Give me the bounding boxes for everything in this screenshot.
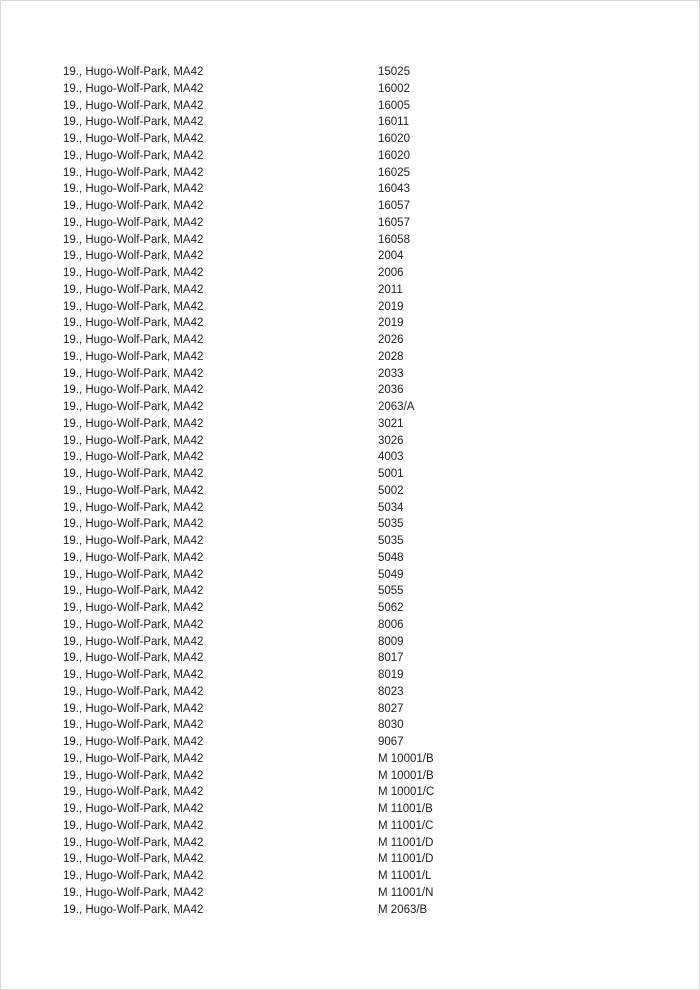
address-cell: 19., Hugo-Wolf-Park, MA42 [63,501,204,514]
list-item [63,98,689,115]
code-cell: 2011 [378,283,403,296]
list-item [63,315,689,332]
code-cell: 5035 [378,518,404,531]
code-cell: 8030 [378,719,404,732]
list-item [63,198,689,215]
address-cell: 19., Hugo-Wolf-Park, MA42 [63,317,204,330]
code-cell: 5001 [378,468,404,480]
address-cell: 19., Hugo-Wolf-Park, MA42 [63,652,204,665]
address-cell: 19., Hugo-Wolf-Park, MA42 [63,216,204,229]
address-cell: 19., Hugo-Wolf-Park, MA42 [63,350,204,363]
list-item [63,483,689,500]
list-item [63,885,689,902]
list-item [63,550,689,567]
address-cell: 19., Hugo-Wolf-Park, MA42 [63,769,204,782]
list-item [63,299,689,316]
code-cell: M 10001/B [378,769,434,782]
code-cell: 4003 [378,451,404,464]
code-cell: 16043 [378,183,410,196]
address-cell: 19., Hugo-Wolf-Park, MA42 [63,903,204,916]
address-cell: 19., Hugo-Wolf-Park, MA42 [63,618,204,631]
code-cell: M 11001/D [378,853,434,866]
code-cell: 5049 [378,568,404,581]
list-item [63,433,689,450]
address-cell: 19., Hugo-Wolf-Park, MA42 [63,736,204,748]
code-cell: M 11001/N [378,886,434,899]
code-cell: 3026 [378,434,404,447]
address-cell: 19., Hugo-Wolf-Park, MA42 [63,484,204,497]
address-cell: 19., Hugo-Wolf-Park, MA42 [63,702,204,715]
code-cell: 16002 [378,82,410,95]
list-item [63,114,689,131]
code-cell: 2063/A [378,401,415,413]
address-cell: 19., Hugo-Wolf-Park, MA42 [63,669,204,681]
list-item [63,667,689,684]
address-cell: 19., Hugo-Wolf-Park, MA42 [63,200,204,212]
record-list [63,64,689,918]
address-cell: 19., Hugo-Wolf-Park, MA42 [63,468,204,480]
address-cell: 19., Hugo-Wolf-Park, MA42 [63,367,204,380]
code-cell: 8027 [378,702,404,715]
list-item [63,282,689,299]
list-item [63,650,689,667]
address-cell: 19., Hugo-Wolf-Park, MA42 [63,535,204,547]
list-item [63,416,689,433]
address-cell: 19., Hugo-Wolf-Park, MA42 [63,267,204,279]
address-cell: 19., Hugo-Wolf-Park, MA42 [63,568,204,581]
list-item [63,701,689,718]
address-cell: 19., Hugo-Wolf-Park, MA42 [63,166,204,179]
address-cell: 19., Hugo-Wolf-Park, MA42 [63,451,204,464]
list-item [63,131,689,148]
code-cell: 5062 [378,602,404,614]
code-cell: 16005 [378,99,410,112]
list-item [63,684,689,701]
list-item [63,349,689,366]
code-cell: M 11001/D [378,836,434,849]
code-cell: 8023 [378,685,404,698]
code-cell: 3021 [378,417,404,430]
address-cell: 19., Hugo-Wolf-Park, MA42 [63,518,204,531]
code-cell: 5002 [378,484,404,497]
list-item [63,81,689,98]
address-cell: 19., Hugo-Wolf-Park, MA42 [63,886,204,899]
list-item [63,265,689,282]
address-cell: 19., Hugo-Wolf-Park, MA42 [63,752,204,765]
address-cell: 19., Hugo-Wolf-Park, MA42 [63,585,204,598]
code-cell: 9067 [378,736,404,748]
address-cell: 19., Hugo-Wolf-Park, MA42 [63,149,204,162]
list-item [63,232,689,249]
address-cell: 19., Hugo-Wolf-Park, MA42 [63,836,204,849]
code-cell: 2033 [378,367,404,380]
address-cell: 19., Hugo-Wolf-Park, MA42 [63,401,204,413]
code-cell: 8006 [378,618,404,631]
list-item [63,600,689,617]
list-item [63,332,689,349]
address-cell: 19., Hugo-Wolf-Park, MA42 [63,99,204,112]
address-cell: 19., Hugo-Wolf-Park, MA42 [63,853,204,866]
list-item [63,634,689,651]
list-item [63,868,689,885]
code-cell: 2028 [378,350,404,363]
address-cell: 19., Hugo-Wolf-Park, MA42 [63,384,204,397]
code-cell: M 10001/B [378,752,434,765]
address-cell: 19., Hugo-Wolf-Park, MA42 [63,685,204,698]
code-cell: 5055 [378,585,404,598]
code-cell: 16058 [378,233,410,246]
list-item [63,902,689,919]
address-cell: 19., Hugo-Wolf-Park, MA42 [63,635,204,648]
list-item [63,64,689,81]
code-cell: 16057 [378,216,410,229]
address-cell: 19., Hugo-Wolf-Park, MA42 [63,183,204,196]
address-cell: 19., Hugo-Wolf-Park, MA42 [63,334,204,346]
code-cell: 2019 [378,300,404,313]
address-cell: 19., Hugo-Wolf-Park, MA42 [63,417,204,430]
address-cell: 19., Hugo-Wolf-Park, MA42 [63,300,204,313]
address-cell: 19., Hugo-Wolf-Park, MA42 [63,116,204,129]
code-cell: 16057 [378,200,410,212]
address-cell: 19., Hugo-Wolf-Park, MA42 [63,283,204,296]
code-cell: 16025 [378,166,410,179]
list-item [63,366,689,383]
code-cell: M 10001/C [378,786,435,799]
list-item [63,215,689,232]
code-cell: M 11001/B [378,803,433,815]
list-item [63,533,689,550]
address-cell: 19., Hugo-Wolf-Park, MA42 [63,551,204,564]
list-item [63,717,689,734]
list-item [63,768,689,785]
code-cell: 8017 [378,652,404,665]
code-cell: 16020 [378,133,410,145]
address-cell: 19., Hugo-Wolf-Park, MA42 [63,870,204,882]
code-cell: 2019 [378,317,404,330]
list-item [63,734,689,751]
list-item [63,516,689,533]
list-item [63,818,689,835]
list-item [63,617,689,634]
address-cell: 19., Hugo-Wolf-Park, MA42 [63,82,204,95]
code-cell: 2036 [378,384,404,397]
address-cell: 19., Hugo-Wolf-Park, MA42 [63,233,204,246]
list-item [63,165,689,182]
code-cell: 15025 [378,66,410,78]
address-cell: 19., Hugo-Wolf-Park, MA42 [63,250,204,263]
list-item [63,567,689,584]
code-cell: 8019 [378,669,404,681]
list-item [63,784,689,801]
address-cell: 19., Hugo-Wolf-Park, MA42 [63,602,204,614]
list-item [63,382,689,399]
address-cell: 19., Hugo-Wolf-Park, MA42 [63,434,204,447]
list-item [63,449,689,466]
list-item [63,500,689,517]
list-item [63,399,689,416]
code-cell: 2004 [378,250,404,263]
code-cell: 2026 [378,334,404,346]
list-item [63,583,689,600]
address-cell: 19., Hugo-Wolf-Park, MA42 [63,786,204,799]
code-cell: M 2063/B [378,903,428,916]
list-item [63,148,689,165]
address-cell: 19., Hugo-Wolf-Park, MA42 [63,719,204,732]
code-cell: 16011 [378,116,410,129]
address-cell: 19., Hugo-Wolf-Park, MA42 [63,133,204,145]
code-cell: 5034 [378,501,404,514]
list-item [63,466,689,483]
list-item [63,248,689,265]
code-cell: 2006 [378,267,404,279]
code-cell: 8009 [378,635,404,648]
address-cell: 19., Hugo-Wolf-Park, MA42 [63,66,204,78]
list-item [63,801,689,818]
address-cell: 19., Hugo-Wolf-Park, MA42 [63,803,204,815]
list-item [63,751,689,768]
list-item [63,851,689,868]
code-cell: M 11001/C [378,819,434,832]
code-cell: 5048 [378,551,404,564]
code-cell: M 11001/L [378,870,432,882]
code-cell: 16020 [378,149,410,162]
list-item [63,835,689,852]
code-cell: 5035 [378,535,404,547]
address-cell: 19., Hugo-Wolf-Park, MA42 [63,819,204,832]
list-item [63,181,689,198]
